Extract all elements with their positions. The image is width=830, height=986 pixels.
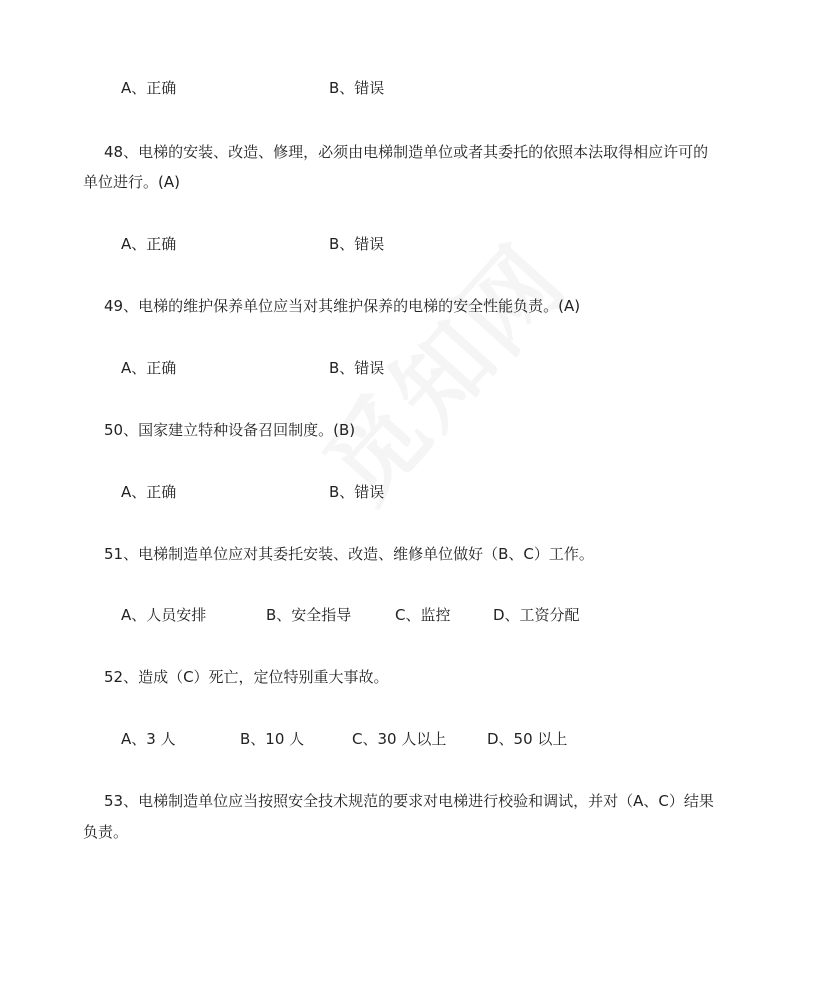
q53-text-line1: 53、电梯制造单位应当按照安全技术规范的要求对电梯进行校验和调试，并对（A、C）结果	[104, 792, 714, 810]
q48-text-line1: 48、电梯的安装、改造、修理，必须由电梯制造单位或者其委托的依照本法取得相应许可的	[104, 143, 709, 161]
q48-text-line2: 单位进行。(A)	[83, 173, 180, 191]
q52-option-c: C、30 人以上	[352, 730, 447, 748]
q51-option-b: B、安全指导	[266, 606, 352, 624]
q49-text-line1: 49、电梯的维护保养单位应当对其维护保养的电梯的安全性能负责。(A)	[104, 297, 581, 315]
q52-option-a: A、3 人	[121, 730, 176, 748]
q47-option-a: A、正确	[121, 79, 177, 97]
q50-option-a: A、正确	[121, 483, 177, 501]
q52-text-line1: 52、造成（C）死亡，定位特别重大事故。	[104, 668, 389, 686]
q52-option-b: B、10 人	[240, 730, 305, 748]
q51-option-c: C、监控	[395, 606, 451, 624]
q47-option-b: B、错误	[329, 79, 385, 97]
q51-text-line1: 51、电梯制造单位应对其委托安装、改造、维修单位做好（B、C）工作。	[104, 545, 594, 563]
q53-text-line2: 负责。	[83, 823, 129, 841]
q48-option-b: B、错误	[329, 235, 385, 253]
q49-option-b: B、错误	[329, 359, 385, 377]
q52-option-d: D、50 以上	[487, 730, 568, 748]
q50-option-b: B、错误	[329, 483, 385, 501]
q50-text-line1: 50、国家建立特种设备召回制度。(B)	[104, 421, 356, 439]
q48-option-a: A、正确	[121, 235, 177, 253]
q51-option-a: A、人员安排	[121, 606, 207, 624]
q49-option-a: A、正确	[121, 359, 177, 377]
q51-option-d: D、工资分配	[493, 606, 580, 624]
